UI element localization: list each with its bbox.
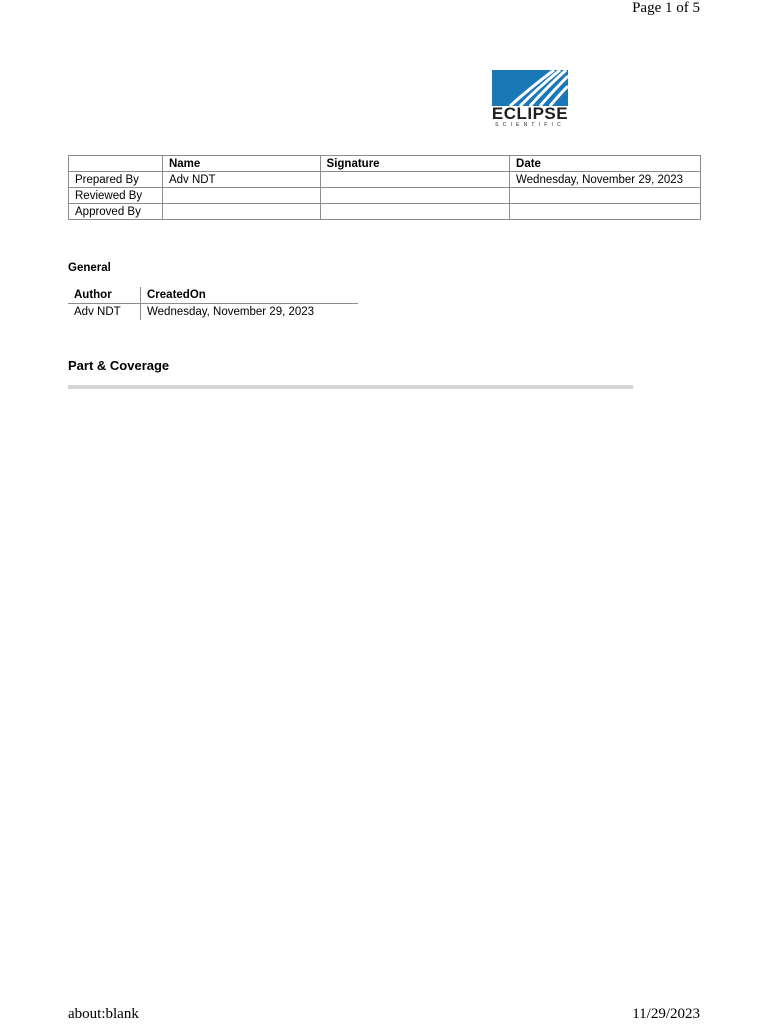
approval-header-row — [69, 156, 701, 172]
table-row — [69, 188, 701, 204]
table-cell: Wednesday, November 29, 2023 — [510, 172, 701, 188]
table-cell — [320, 172, 509, 188]
table-cell: Adv NDT — [162, 172, 320, 188]
table-cell — [510, 188, 701, 204]
logo-wordmark: ECLIPSE — [491, 104, 569, 123]
table-row — [69, 172, 701, 188]
general-section-title: General — [68, 262, 111, 274]
table-cell: Prepared By — [69, 172, 163, 188]
table-cell — [320, 188, 509, 204]
approval-table — [68, 155, 701, 220]
approval-header-cell — [69, 156, 163, 172]
eclipse-scientific-logo — [490, 70, 570, 128]
general-table — [68, 287, 358, 320]
table-row — [68, 304, 358, 321]
table-cell — [162, 188, 320, 204]
approval-header-cell: Signature — [320, 156, 509, 172]
table-cell — [320, 204, 509, 220]
logo-mark-icon — [490, 70, 570, 106]
table-cell — [162, 204, 320, 220]
table-cell — [510, 204, 701, 220]
general-header-cell: CreatedOn — [141, 287, 359, 304]
general-header-cell: Author — [68, 287, 141, 304]
footer-url: about:blank — [68, 1006, 139, 1022]
logo-subword: SCIENTIFIC — [495, 122, 565, 128]
footer-date: 11/29/2023 — [632, 1006, 700, 1022]
approval-header-cell: Date — [510, 156, 701, 172]
section-divider — [68, 385, 633, 389]
approval-header-cell: Name — [162, 156, 320, 172]
table-row — [69, 204, 701, 220]
page-number: Page 1 of 5 — [632, 0, 700, 16]
table-cell: Adv NDT — [68, 304, 141, 321]
general-header-row — [68, 287, 358, 304]
part-coverage-title: Part & Coverage — [68, 358, 170, 373]
table-cell: Approved By — [69, 204, 163, 220]
table-cell: Reviewed By — [69, 188, 163, 204]
table-cell: Wednesday, November 29, 2023 — [147, 306, 315, 318]
